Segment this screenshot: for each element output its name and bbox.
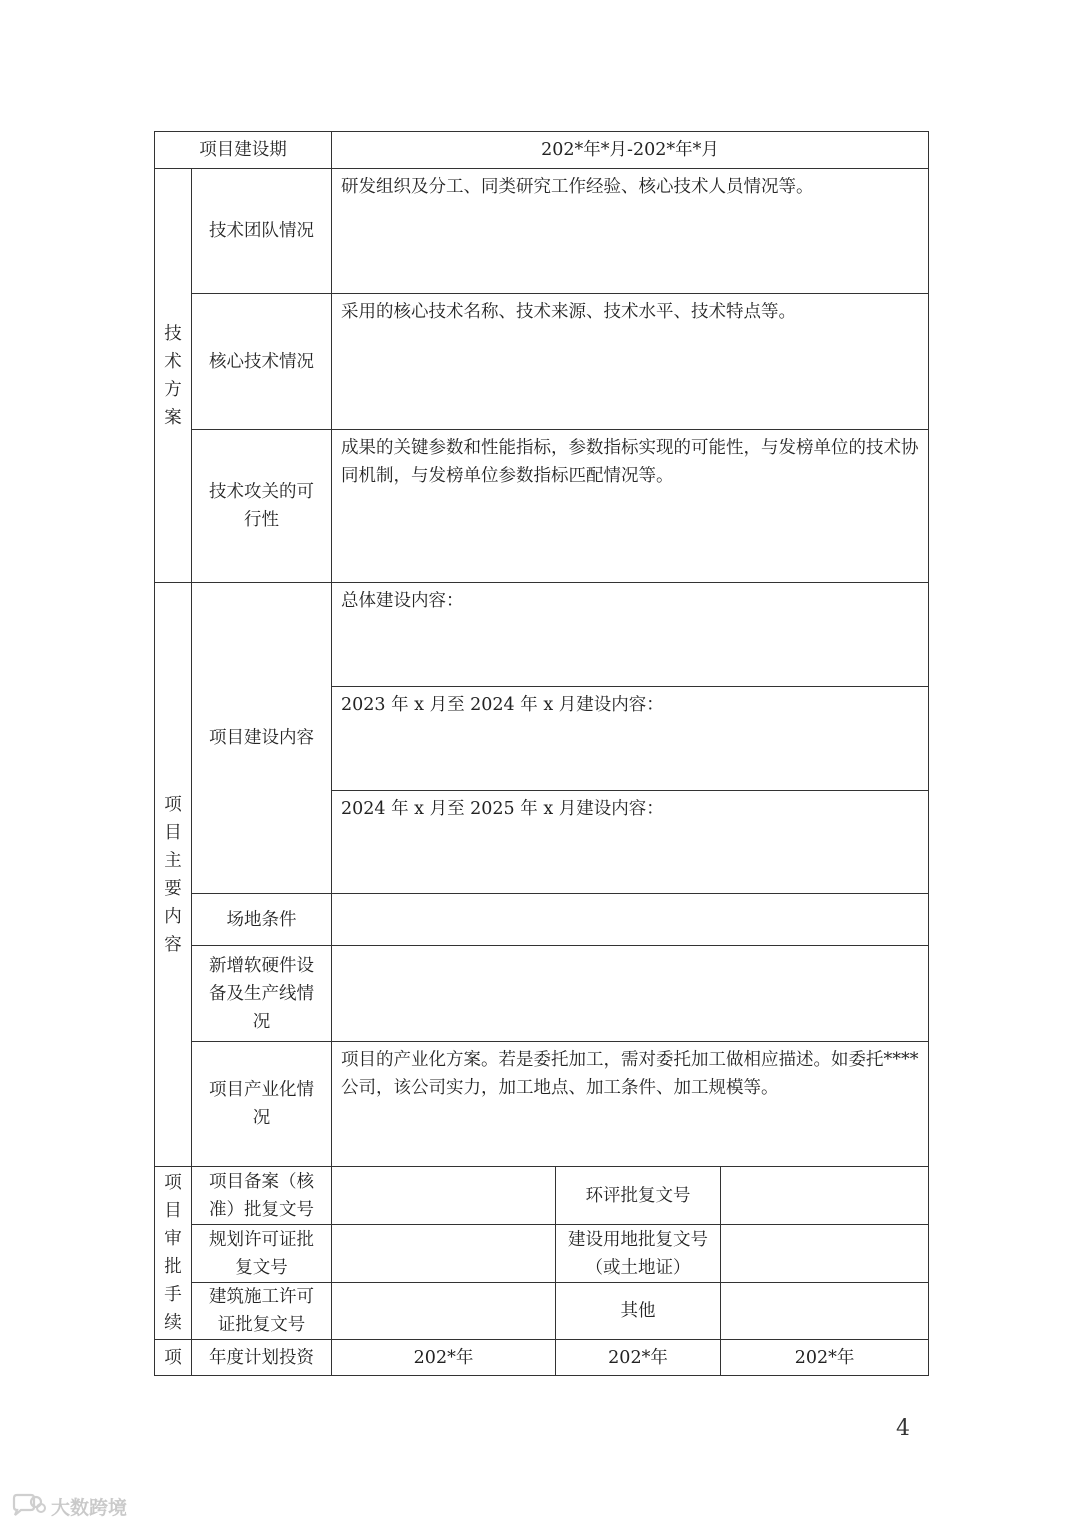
watermark-text: 大数跨境 (51, 1496, 128, 1519)
equipment-field[interactable] (332, 946, 929, 1042)
chat-bubble-logo-icon (10, 1493, 46, 1519)
construction-permit-field[interactable] (332, 1283, 556, 1340)
planning-permit-label: 规划许可证批复文号 (192, 1225, 332, 1283)
feasibility-description: 成果的关键参数和性能指标，参数指标实现的可能性，与发榜单位的技术协同机制，与发榜单位参数指标匹配情况等。 (332, 430, 929, 583)
eia-approval-field[interactable] (721, 1167, 929, 1225)
planning-permit-field[interactable] (332, 1225, 556, 1283)
application-form-table (154, 131, 929, 1376)
industrialization-label: 项目产业化情况 (192, 1042, 332, 1167)
page-number: 4 (896, 1416, 910, 1441)
overall-content-field[interactable]: 总体建设内容： (332, 583, 929, 687)
construction-period-row (155, 132, 929, 169)
other-approval-field[interactable] (721, 1283, 929, 1340)
phase1-content-field[interactable]: 2023 年 x 月至 2024 年 x 月建设内容： (332, 687, 929, 791)
other-approval-label: 其他 (556, 1283, 721, 1340)
approval-section-label: 项目审批手续 (155, 1167, 192, 1340)
investment-section-label: 项 (155, 1340, 192, 1376)
core-tech-label: 核心技术情况 (192, 294, 332, 430)
filing-approval-field[interactable] (332, 1167, 556, 1225)
site-conditions-label: 场地条件 (192, 894, 332, 946)
feasibility-label: 技术攻关的可行性 (192, 430, 332, 583)
investment-year-1: 202*年 (332, 1340, 556, 1376)
annual-investment-label: 年度计划投资 (192, 1340, 332, 1376)
construction-period-value: 202*年*月-202*年*月 (332, 132, 929, 169)
construction-period-label: 项目建设期 (155, 132, 332, 169)
main-content-section-label: 项目主要内容 (155, 583, 192, 1167)
watermark (10, 1491, 127, 1521)
core-tech-description: 采用的核心技术名称、技术来源、技术水平、技术特点等。 (332, 294, 929, 430)
investment-year-3: 202*年 (721, 1340, 929, 1376)
construction-content-label: 项目建设内容 (192, 583, 332, 894)
land-approval-field[interactable] (721, 1225, 929, 1283)
filing-approval-label: 项目备案（核准）批复文号 (192, 1167, 332, 1225)
site-conditions-field[interactable] (332, 894, 929, 946)
land-approval-label: 建设用地批复文号（或土地证） (556, 1225, 721, 1283)
industrialization-description: 项目的产业化方案。若是委托加工，需对委托加工做相应描述。如委托****公司，该公司实力，加工地点、加工条件、加工规模等。 (332, 1042, 929, 1167)
phase2-content-field[interactable]: 2024 年 x 月至 2025 年 x 月建设内容： (332, 791, 929, 894)
construction-permit-label: 建筑施工许可证批复文号 (192, 1283, 332, 1340)
investment-year-2: 202*年 (556, 1340, 721, 1376)
equipment-label: 新增软硬件设备及生产线情况 (192, 946, 332, 1042)
eia-approval-label: 环评批复文号 (556, 1167, 721, 1225)
tech-plan-section-label: 技术方案 (155, 169, 192, 583)
tech-team-description: 研发组织及分工、同类研究工作经验、核心技术人员情况等。 (332, 169, 929, 294)
tech-team-label: 技术团队情况 (192, 169, 332, 294)
